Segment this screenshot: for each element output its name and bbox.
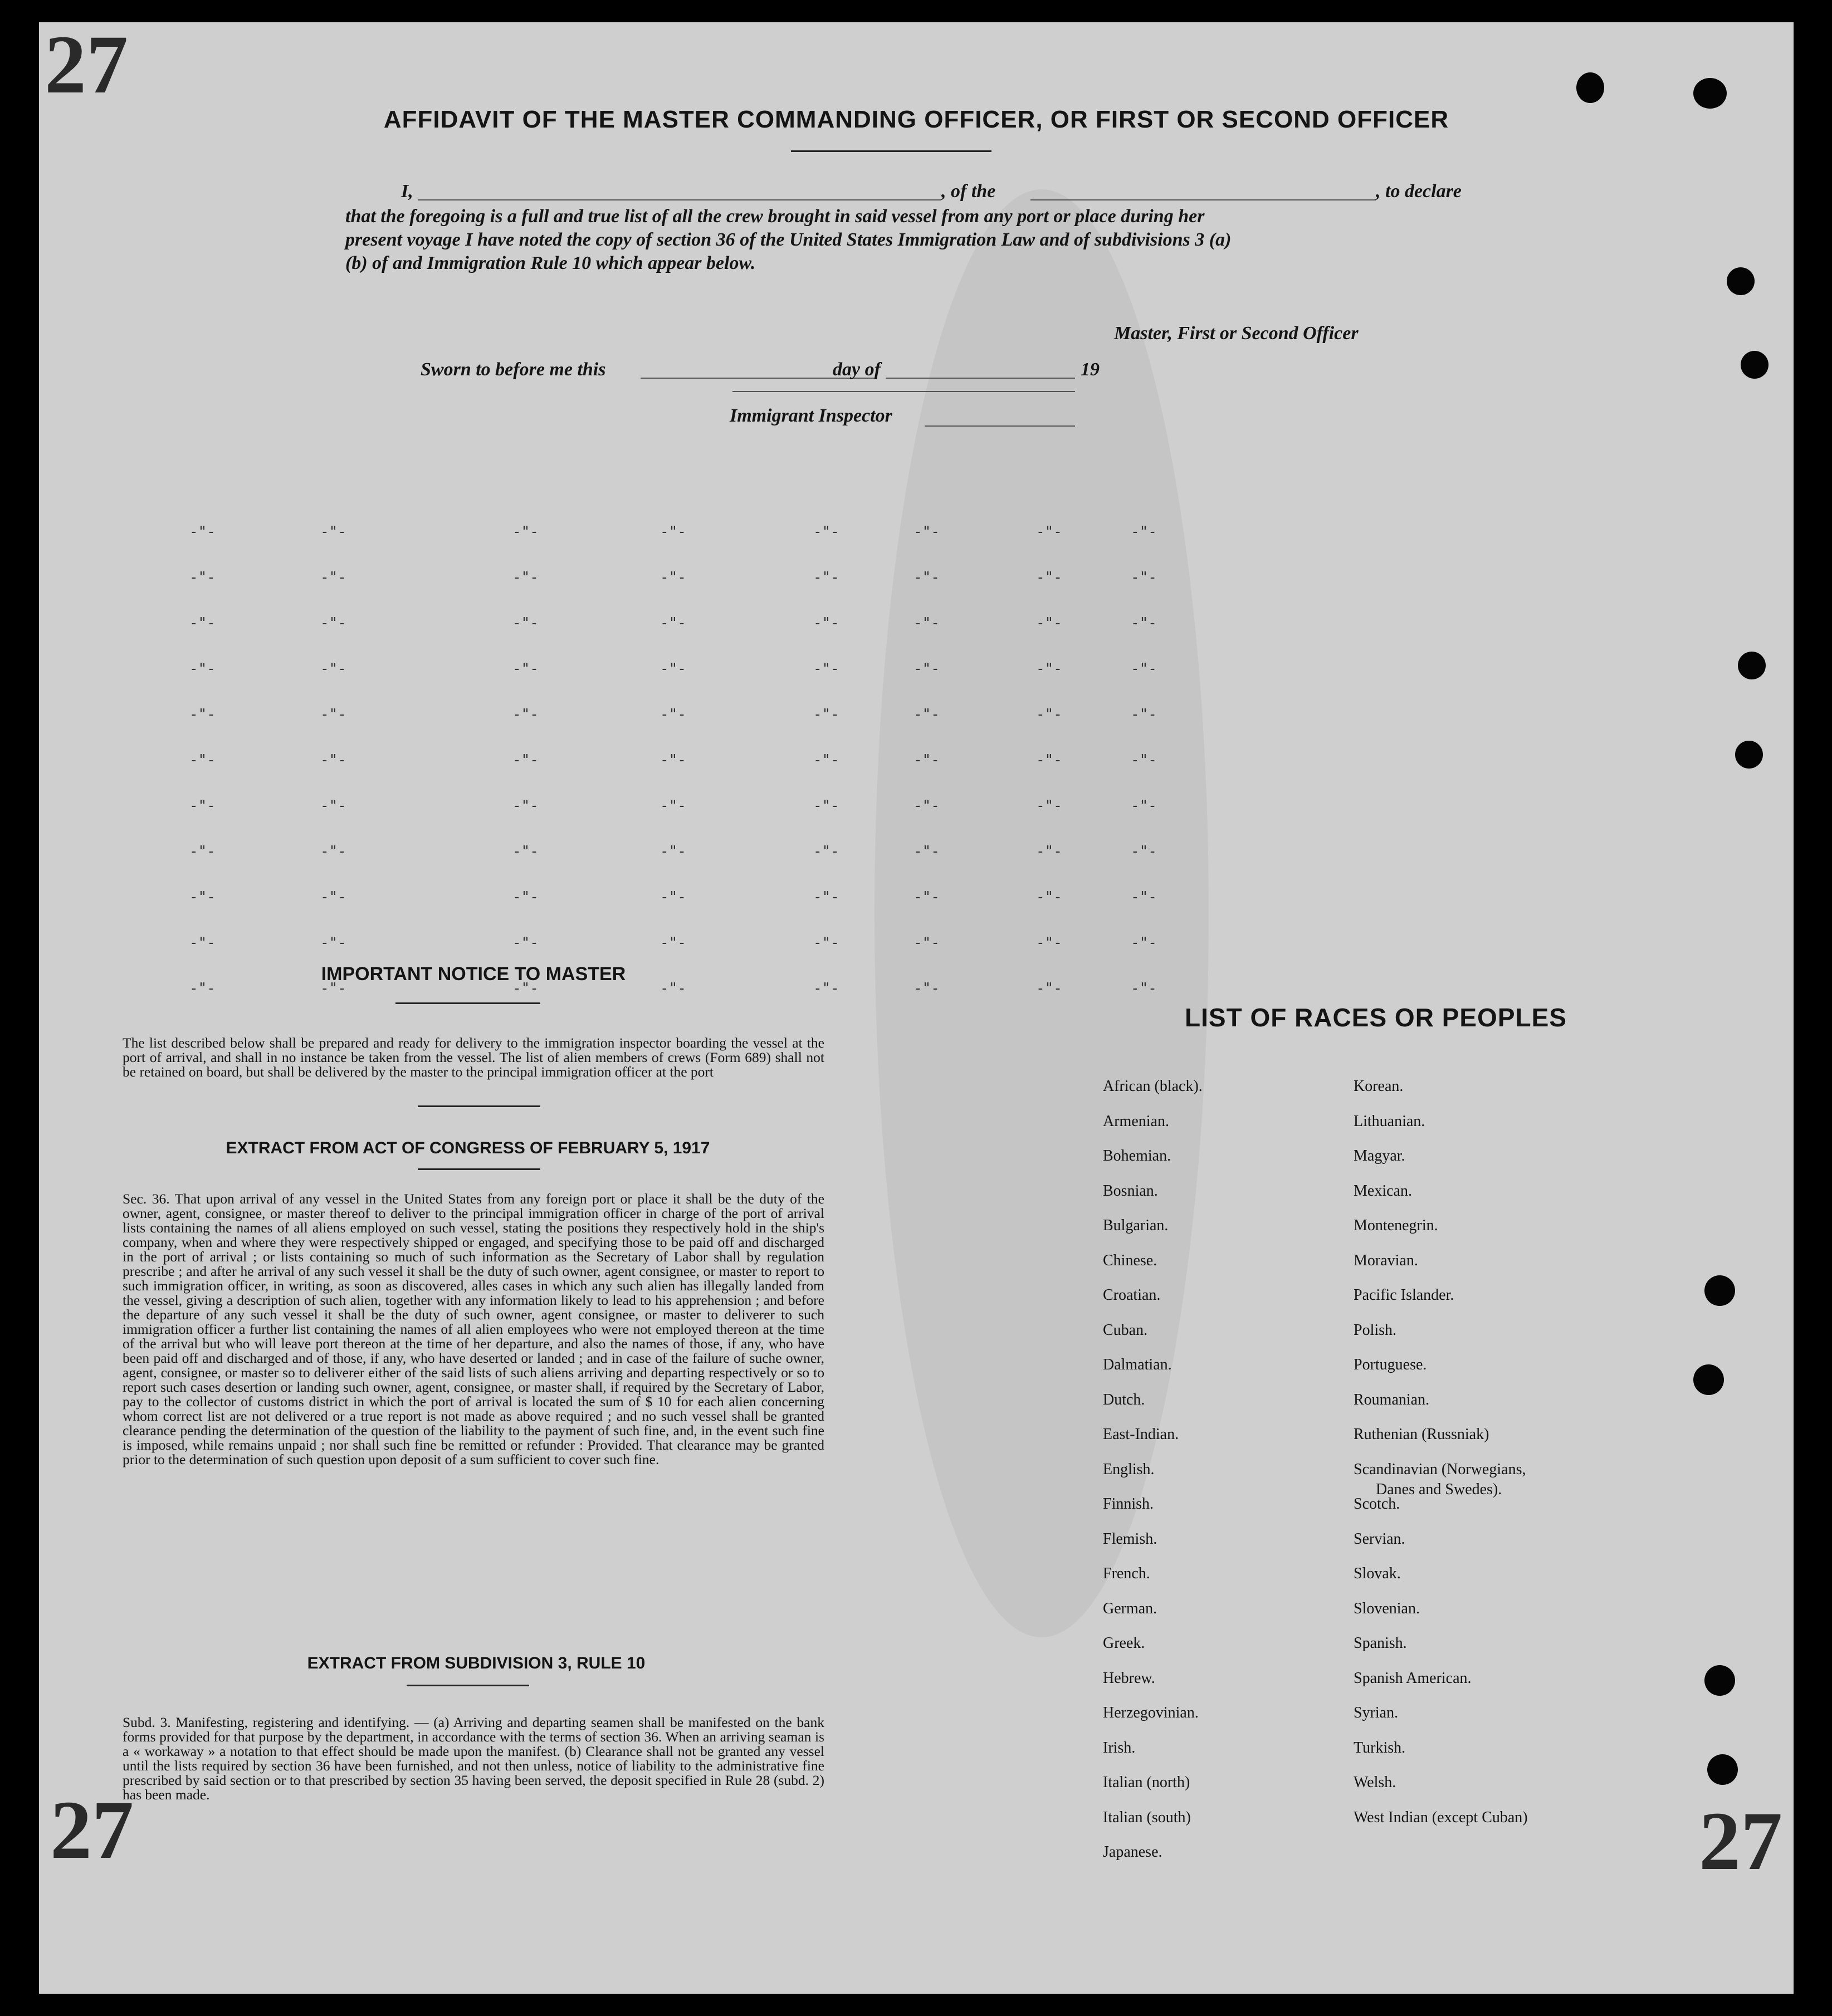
- affidavit-line-2: present voyage I have noted the copy of section 36 of the United States Immigration Law and of subdivisions 3 (a): [345, 229, 1232, 250]
- notice-end-rule: [418, 1105, 540, 1107]
- extract-act-underline: [418, 1168, 540, 1170]
- ditto-mark: -"-: [189, 752, 216, 769]
- ditto-mark: -"-: [1131, 523, 1157, 540]
- ditto-mark: -"-: [913, 843, 940, 860]
- punch-hole: [1727, 267, 1755, 295]
- affidavit-title: AFFIDAVIT OF THE MASTER COMMANDING OFFICER, OR FIRST OR SECOND OFFICER: [383, 106, 1449, 133]
- race-item: German.: [1103, 1599, 1157, 1617]
- page-stamp-top: 27: [45, 22, 128, 111]
- ditto-mark: -"-: [1036, 889, 1062, 906]
- race-item: Moravian.: [1354, 1251, 1418, 1269]
- ditto-mark: -"-: [189, 980, 216, 997]
- race-item: Croatian.: [1103, 1286, 1161, 1304]
- punch-hole: [1704, 1665, 1735, 1696]
- race-item: English.: [1103, 1460, 1155, 1478]
- ditto-mark: -"-: [813, 752, 839, 769]
- ditto-mark: -"-: [813, 797, 839, 814]
- document-page: [39, 22, 1794, 1994]
- race-item: Ruthenian (Russniak): [1354, 1426, 1489, 1443]
- ditto-mark: -"-: [913, 569, 940, 586]
- race-item: Dalmatian.: [1103, 1356, 1172, 1373]
- ditto-mark: -"-: [813, 980, 839, 997]
- ditto-mark: -"-: [1131, 934, 1157, 951]
- ditto-mark: -"-: [1131, 569, 1157, 586]
- race-item: Chinese.: [1103, 1251, 1157, 1269]
- ditto-mark: -"-: [320, 660, 346, 677]
- ditto-mark: -"-: [189, 934, 216, 951]
- ditto-mark: -"-: [189, 615, 216, 632]
- ditto-mark: -"-: [320, 523, 346, 540]
- ditto-mark: -"-: [913, 934, 940, 951]
- race-item: Flemish.: [1103, 1530, 1157, 1548]
- ditto-mark: -"-: [913, 706, 940, 723]
- race-item: Slovenian.: [1354, 1599, 1420, 1617]
- race-item: Bulgarian.: [1103, 1217, 1169, 1234]
- ditto-mark: -"-: [660, 889, 686, 906]
- ditto-mark: -"-: [1131, 797, 1157, 814]
- name-blank: [418, 199, 941, 200]
- race-item: Mexican.: [1354, 1182, 1412, 1200]
- punch-hole: [1693, 78, 1727, 109]
- ditto-mark: -"-: [1036, 980, 1062, 997]
- ditto-mark: -"-: [1036, 752, 1062, 769]
- ditto-mark: -"-: [813, 569, 839, 586]
- race-item: Bosnian.: [1103, 1182, 1158, 1200]
- ditto-mark: -"-: [320, 615, 346, 632]
- ditto-mark: -"-: [320, 843, 346, 860]
- race-item: Turkish.: [1354, 1739, 1406, 1756]
- punch-hole: [1707, 1754, 1738, 1785]
- punch-hole: [1576, 72, 1604, 103]
- ditto-mark: -"-: [512, 843, 539, 860]
- ditto-mark: -"-: [1036, 660, 1062, 677]
- affidavit-line-1: that the foregoing is a full and true list of all the crew brought in said vessel from any port or place during her: [345, 206, 1205, 227]
- ditto-mark: -"-: [1131, 660, 1157, 677]
- ditto-mark: -"-: [913, 889, 940, 906]
- ditto-mark: -"-: [320, 934, 346, 951]
- ditto-mark: -"-: [512, 934, 539, 951]
- notice-body: The list described below shall be prepared and ready for delivery to the immigration inspector boarding the vessel at the port of arrival, and shall in no instance be taken from the vessel. The list of alien members of crews (Form 689) shall not be retained on board, but shall be delivered by the master to the principal immigration officer at the port: [123, 1035, 824, 1080]
- extract-rule-underline: [407, 1685, 529, 1686]
- ditto-mark: -"-: [1036, 615, 1062, 632]
- race-item: Herzegovinian.: [1103, 1704, 1199, 1721]
- ditto-mark: -"-: [913, 615, 940, 632]
- signature-label: Master, First or Second Officer: [1114, 323, 1359, 344]
- ditto-mark: -"-: [320, 706, 346, 723]
- inspector-signature-blank: [732, 391, 1075, 392]
- ditto-mark: -"-: [512, 660, 539, 677]
- race-item: Korean.: [1354, 1078, 1404, 1095]
- race-item: Scotch.: [1354, 1495, 1400, 1513]
- affidavit-i-label: I,: [401, 181, 413, 202]
- page-stamp-bottom-right: 27: [1699, 1795, 1782, 1887]
- ditto-mark: -"-: [512, 615, 539, 632]
- extract-rule-heading: EXTRACT FROM SUBDIVISION 3, RULE 10: [307, 1654, 646, 1672]
- ditto-mark: -"-: [512, 569, 539, 586]
- ditto-mark: -"-: [660, 934, 686, 951]
- ditto-mark: -"-: [189, 706, 216, 723]
- section-36-text: Sec. 36. That upon arrival of any vessel in the United States from any foreign port or place it shall be the duty of the owner, agent, consignee, or master thereof to deliver to the principal immigration officer in charge of the port of arrival lists containing the names of all aliens employed on such vessel, stating the positions they respectively hold in the ship's company, when and where they were respectively shipped or engaged, and specifying those to be paid off and discharged in the port of arrival ; or lists containing so much of such information as the Secretary of Labor shall by regulation prescribe ; and after he arrival of any such vessel it shall be the duty of such owner, agent consignee, or master to report to such immigration officer, in writing, as soon as discovered, alles cases in which any such alien has illegally landed from the vessel, giving a description of such alien, together with any information likely to lead to his apprehension ; and before the departure of any such vessel it shall be the duty of such owner, agent consignee, or master to deliverer to such immigration officer a further list containing the names of all alien employees who were not employed thereon at the time of the arrival but who will leave port thereon at the time of her departure, and also the names of those, if any, who have been paid off and discharged and of those, if any, who have deserted or landed ; and in case of the failure of suche owner, agent, consignee, or master so to deliverer either of the said lists of such aliens arriving and departing respectively or so to report such cases desertion or landing such owner, agent, consignee, or master shall, if required by the Secretary of Labor, pay to the collector of customs district in which the port of arrival is located the sum of $ 10 for each alien concerning whom correct list are not delivered or a true report is not made as above required ; and no such vessel shall be granted clearance pending the determination of the question of the liability to the payment of such fine, and, in the event such fine is imposed, while remains unpaid ; nor shall such fine be remitted or refunder : Provided. That clearance may be granted prior to the determination of such question upon deposit of a sum sufficient to cover such fine.: [123, 1191, 824, 1467]
- race-item: Finnish.: [1103, 1495, 1154, 1513]
- race-item: Italian (north): [1103, 1774, 1190, 1791]
- race-item: Roumanian.: [1354, 1391, 1430, 1408]
- page-stamp-bottom-left: 27: [50, 1784, 134, 1876]
- punch-hole: [1704, 1275, 1735, 1306]
- ditto-mark: -"-: [660, 615, 686, 632]
- ditto-mark: -"-: [320, 569, 346, 586]
- ditto-mark: -"-: [813, 660, 839, 677]
- ditto-mark: -"-: [813, 706, 839, 723]
- inspector-blank: [925, 425, 1075, 427]
- ditto-mark: -"-: [1036, 797, 1062, 814]
- ditto-mark: -"-: [1131, 615, 1157, 632]
- race-item: Cuban.: [1103, 1321, 1148, 1339]
- race-item: Syrian.: [1354, 1704, 1399, 1721]
- race-item: Welsh.: [1354, 1774, 1396, 1791]
- notice-heading: IMPORTANT NOTICE TO MASTER: [321, 963, 626, 985]
- race-item: Greek.: [1103, 1635, 1145, 1652]
- ditto-mark: -"-: [512, 523, 539, 540]
- ditto-mark: -"-: [913, 660, 940, 677]
- race-item: Servian.: [1354, 1530, 1405, 1548]
- sworn-label: Sworn to before me this: [421, 359, 606, 380]
- race-item: Magyar.: [1354, 1147, 1405, 1164]
- race-item: Polish.: [1354, 1321, 1397, 1339]
- race-item: Dutch.: [1103, 1391, 1145, 1408]
- races-heading: LIST OF RACES OR PEOPLES: [1185, 1003, 1567, 1032]
- ditto-mark: -"-: [660, 706, 686, 723]
- ditto-mark: -"-: [913, 797, 940, 814]
- ditto-mark: -"-: [660, 843, 686, 860]
- ditto-mark: -"-: [320, 889, 346, 906]
- race-item: Spanish.: [1354, 1635, 1407, 1652]
- punch-hole: [1738, 652, 1766, 679]
- race-item: Irish.: [1103, 1739, 1136, 1756]
- ditto-mark: -"-: [660, 569, 686, 586]
- ditto-mark: -"-: [1036, 934, 1062, 951]
- ditto-mark: -"-: [1131, 980, 1157, 997]
- ditto-mark: -"-: [813, 843, 839, 860]
- ditto-mark: -"-: [189, 569, 216, 586]
- race-item: Danes and Swedes).: [1376, 1480, 1502, 1498]
- ditto-mark: -"-: [913, 523, 940, 540]
- notice-underline: [395, 1002, 540, 1004]
- ditto-mark: -"-: [1131, 889, 1157, 906]
- punch-hole: [1693, 1364, 1724, 1395]
- race-item: West Indian (except Cuban): [1354, 1808, 1528, 1826]
- vessel-blank: [1030, 199, 1376, 200]
- race-item: Bohemian.: [1103, 1147, 1171, 1164]
- race-item: Slovak.: [1354, 1565, 1401, 1582]
- race-item: Lithuanian.: [1354, 1112, 1425, 1130]
- ditto-mark: -"-: [512, 706, 539, 723]
- ditto-mark: -"-: [1036, 706, 1062, 723]
- subdivision-3-text: Subd. 3. Manifesting, registering and identifying. — (a) Arriving and departing seamen shall be manifested on the bank forms provided for that purpose by the department, in accordance with the terms of section 36. When an arriving seaman is a « workaway » a notation to that effect should be made upon the manifest. (b) Clearance shall not be granted any vessel until the lists required by section 36 have been furnished, and not then unless, notice of liability to the administrative fine prescribed by said section or to that prescribed by section 35 having been served, the deposit specified in Rule 28 (subd. 2) has been made.: [123, 1714, 824, 1803]
- ditto-mark: -"-: [189, 889, 216, 906]
- race-item: Italian (south): [1103, 1808, 1191, 1826]
- ditto-mark: -"-: [512, 752, 539, 769]
- ditto-mark: -"-: [660, 797, 686, 814]
- ditto-mark: -"-: [512, 980, 539, 997]
- ditto-mark: -"-: [1036, 523, 1062, 540]
- ditto-mark: -"-: [1036, 843, 1062, 860]
- race-item: Portuguese.: [1354, 1356, 1427, 1373]
- ditto-mark: -"-: [1036, 569, 1062, 586]
- ditto-mark: -"-: [320, 752, 346, 769]
- ditto-mark: -"-: [320, 980, 346, 997]
- ditto-mark: -"-: [913, 980, 940, 997]
- ditto-mark: -"-: [1131, 752, 1157, 769]
- ditto-mark: -"-: [813, 889, 839, 906]
- ditto-mark: -"-: [813, 934, 839, 951]
- ditto-mark: -"-: [189, 843, 216, 860]
- day-of-label: day of: [833, 359, 881, 380]
- punch-hole: [1741, 351, 1769, 379]
- ditto-mark: -"-: [189, 660, 216, 677]
- ditto-mark: -"-: [660, 660, 686, 677]
- affidavit-to-declare-label: , to declare: [1376, 181, 1462, 202]
- race-item: Hebrew.: [1103, 1669, 1155, 1687]
- ditto-mark: -"-: [512, 889, 539, 906]
- punch-hole: [1735, 741, 1763, 769]
- ditto-mark: -"-: [660, 752, 686, 769]
- extract-act-heading: EXTRACT FROM ACT OF CONGRESS OF FEBRUARY 5, 1917: [226, 1139, 710, 1157]
- race-item: Pacific Islander.: [1354, 1286, 1454, 1304]
- affidavit-of-the-label: , of the: [941, 181, 996, 202]
- ditto-mark: -"-: [1131, 843, 1157, 860]
- ditto-mark: -"-: [189, 523, 216, 540]
- affidavit-line-3: (b) of and Immigration Rule 10 which appear below.: [345, 253, 756, 273]
- race-item: Spanish American.: [1354, 1669, 1472, 1687]
- race-item: French.: [1103, 1565, 1150, 1582]
- year-prefix: 19: [1081, 359, 1100, 380]
- ditto-mark: -"-: [813, 615, 839, 632]
- ditto-mark: -"-: [660, 523, 686, 540]
- ditto-mark: -"-: [660, 980, 686, 997]
- ditto-mark: -"-: [1131, 706, 1157, 723]
- race-item: Montenegrin.: [1354, 1217, 1438, 1234]
- race-item: Japanese.: [1103, 1843, 1162, 1861]
- ditto-mark: -"-: [320, 797, 346, 814]
- ditto-mark: -"-: [189, 797, 216, 814]
- race-item: Armenian.: [1103, 1112, 1169, 1130]
- race-item: African (black).: [1103, 1078, 1203, 1095]
- ditto-mark: -"-: [913, 752, 940, 769]
- race-item: Scandinavian (Norwegians,: [1354, 1460, 1526, 1478]
- ditto-mark: -"-: [512, 797, 539, 814]
- stain: [875, 189, 1209, 1637]
- title-underline: [791, 150, 991, 152]
- inspector-label: Immigrant Inspector: [730, 405, 892, 426]
- race-item: East-Indian.: [1103, 1426, 1179, 1443]
- ditto-mark: -"-: [813, 523, 839, 540]
- sworn-month-blank: [886, 378, 1075, 379]
